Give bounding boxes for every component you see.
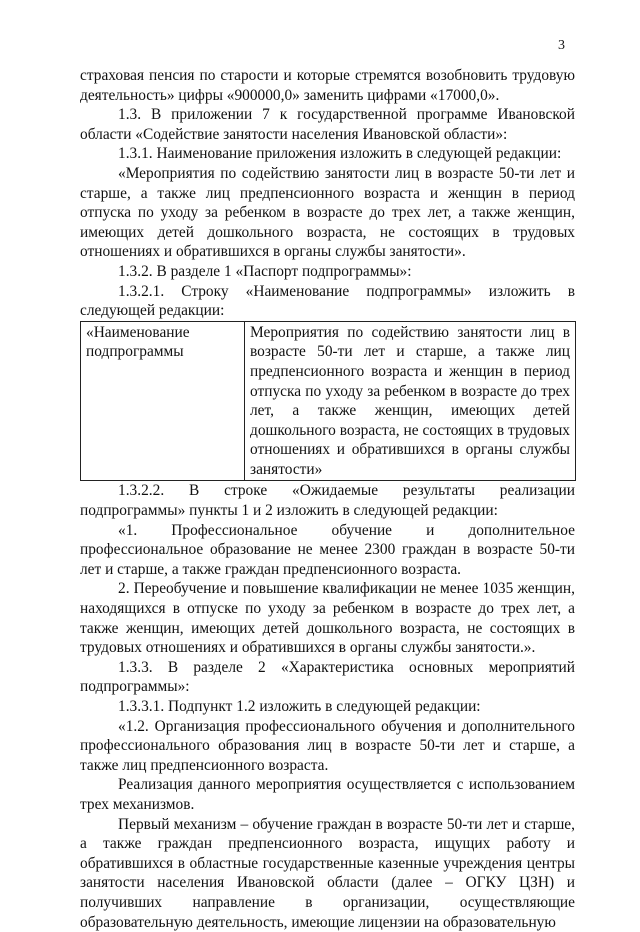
paragraph: 1.3.2. В разделе 1 «Паспорт подпрограммы»: bbox=[118, 262, 412, 280]
paragraph: 1.3.2.2. В строке «Ожидаемые результаты реализации подпрограммы» пункты 1 и 2 изложить в следующей редакции: bbox=[80, 482, 575, 520]
table-cell-value: Мероприятия по содействию занятости лиц в возрасте 50-ти лет и старше, а также лиц предпенсионного возраста и женщин в период отпуска по уходу за ребенком в возрасте до трех лет, а также женщин, имеющих детей дошкольного возраста, не состоящих в трудовых отношениях и обратившихся в органы службы занятости» bbox=[245, 321, 576, 481]
table-row bbox=[81, 321, 576, 481]
page-number: 3 bbox=[558, 38, 565, 53]
paragraph: 1.3.2.1. Строку «Наименование подпрограммы» изложить в следующей редакции: bbox=[80, 282, 575, 320]
table-cell-name: «Наименование подпрограммы bbox=[81, 321, 245, 481]
paragraph: «Мероприятия по содействию занятости лиц в возрасте 50-ти лет и старше, а также лиц предпенсионного возраста и женщин в период отпуска по уходу за ребенком в возрасте до трех лет, а также женщин, имеющих детей дошкольного возраста, не состоящих в трудовых отношениях и обратившихся в органы службы занятости». bbox=[80, 164, 575, 261]
passport-table bbox=[80, 321, 576, 482]
paragraph: 1.3.3. В разделе 2 «Характеристика основных мероприятий подпрограммы»: bbox=[80, 658, 575, 696]
paragraphs-before-table bbox=[80, 66, 575, 321]
paragraph: 1.3.3.1. Подпункт 1.2 изложить в следующей редакции: bbox=[118, 698, 481, 715]
paragraph: 2. Переобучение и повышение квалификации не менее 1035 женщин, находящихся в отпуске по уходу за ребенком в возрасте до трех лет, а также женщин, имеющих детей дошкольного возраста, не состоящих в трудовых отношениях и обратившихся в органы службы занятости.». bbox=[80, 580, 575, 657]
paragraph: «1.2. Организация профессионального обучения и дополнительного профессионального образования лиц в возрасте 50-ти лет и старше, а также лиц предпенсионного возраста. bbox=[80, 717, 575, 774]
document-body bbox=[80, 66, 575, 932]
paragraph: 1.3.1. Наименование приложения изложить в следующей редакции: bbox=[118, 145, 562, 163]
paragraph: страховая пенсия по старости и которые стремятся возобновить трудовую деятельность» цифры «900000,0» заменить цифрами «17000,0». bbox=[80, 67, 575, 104]
paragraphs-after-table bbox=[80, 481, 575, 932]
paragraph: Первый механизм – обучение граждан в возрасте 50-ти лет и старше, а также граждан предпенсионного возраста, ищущих работу и обратившихся в областные государственные казенные учреждения центры занятости населения Ивановской области (далее – ОГКУ ЦЗН) и получивших направление в организации, осуществляющие образовательную деятельность, имеющие лицензии на образовательную bbox=[80, 815, 575, 931]
paragraph: 1.3. В приложении 7 к государственной программе Ивановской области «Содействие занятости населения Ивановской области»: bbox=[80, 106, 575, 143]
paragraph: Реализация данного мероприятия осуществляется с использованием трех механизмов. bbox=[80, 776, 575, 813]
paragraph: «1. Профессиональное обучение и дополнительное профессиональное образование не менее 2300 граждан в возрасте 50-ти лет и старше, а также граждан предпенсионного возраста. bbox=[80, 521, 575, 578]
